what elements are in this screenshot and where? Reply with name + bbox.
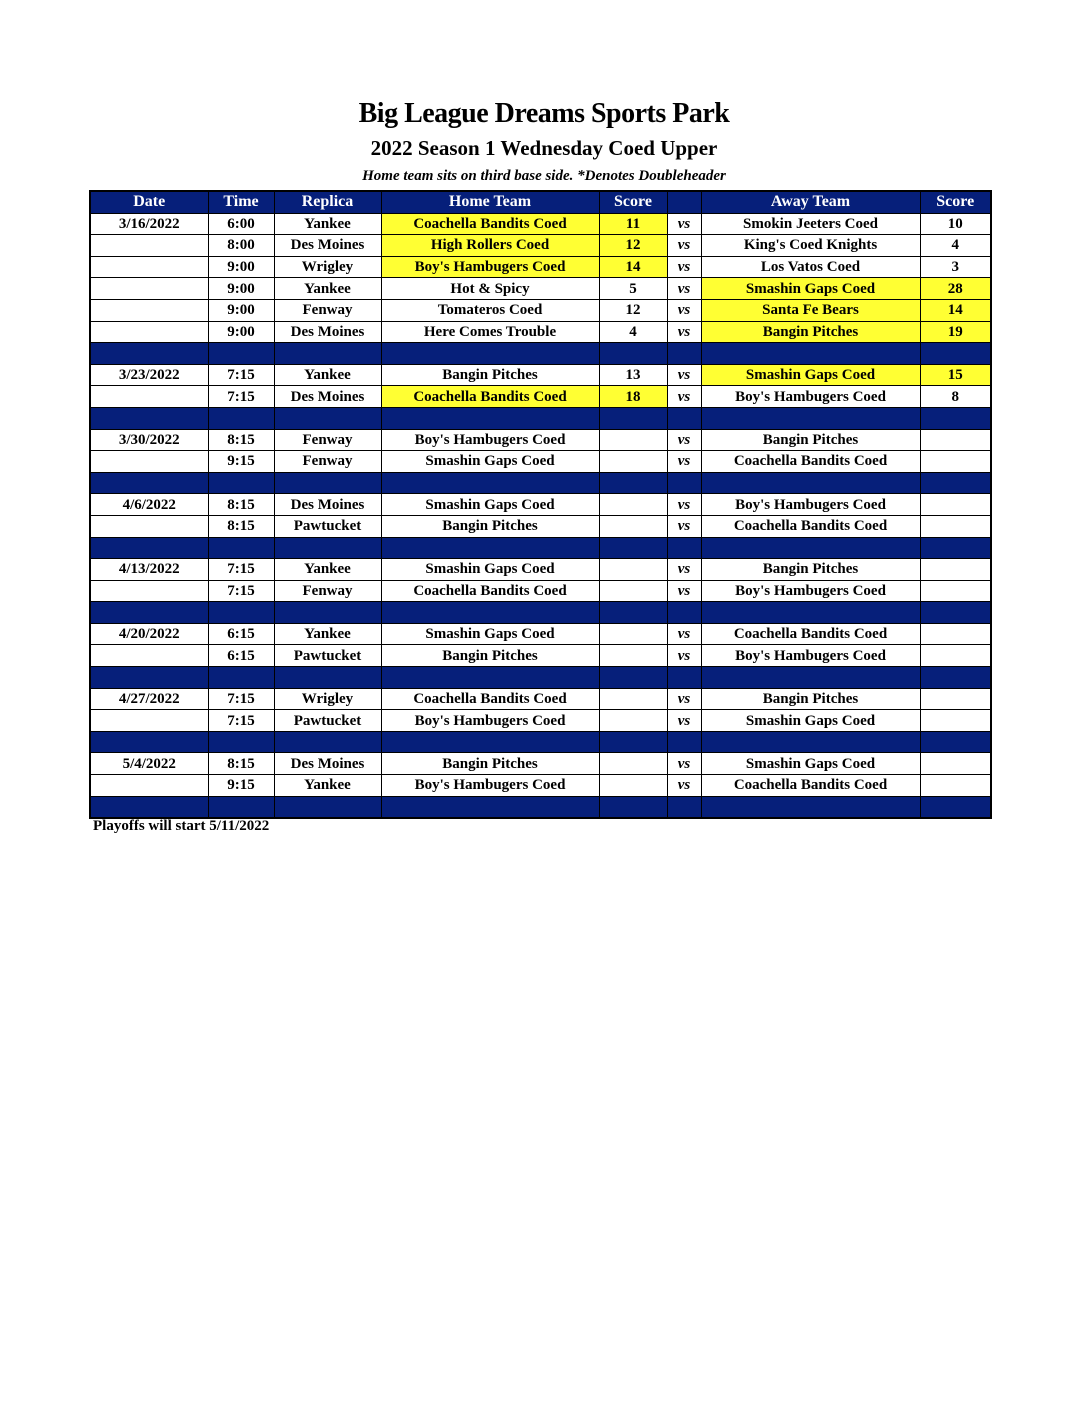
time-cell: 7:15 [208, 559, 274, 581]
away-score-cell: 3 [920, 256, 991, 278]
spacer-cell [701, 602, 920, 624]
home-team-cell: Bangin Pitches [381, 515, 599, 537]
away-team-cell: Bangin Pitches [701, 321, 920, 343]
col-header-home-team: Home Team [381, 191, 599, 213]
schedule-body [90, 213, 991, 818]
vs-cell: vs [667, 710, 701, 732]
table-row [90, 580, 991, 602]
spacer-cell [274, 667, 381, 689]
vs-cell: vs [667, 645, 701, 667]
away-team-cell: Smokin Jeeters Coed [701, 213, 920, 235]
spacer-cell [90, 602, 208, 624]
table-row [90, 321, 991, 343]
spacer-cell [599, 796, 667, 818]
replica-cell: Des Moines [274, 753, 381, 775]
spacer-cell [208, 667, 274, 689]
away-team-cell: Boy's Hambugers Coed [701, 494, 920, 516]
vs-cell: vs [667, 559, 701, 581]
away-score-cell [920, 775, 991, 797]
home-team-cell: Coachella Bandits Coed [381, 580, 599, 602]
col-header-time: Time [208, 191, 274, 213]
spacer-cell [274, 796, 381, 818]
date-cell [90, 386, 208, 408]
date-cell [90, 515, 208, 537]
spacer-cell [701, 343, 920, 365]
date-cell [90, 278, 208, 300]
home-team-cell: Coachella Bandits Coed [381, 213, 599, 235]
away-score-cell: 28 [920, 278, 991, 300]
table-row [90, 213, 991, 235]
home-team-cell: Tomateros Coed [381, 299, 599, 321]
col-header-away-team: Away Team [701, 191, 920, 213]
replica-cell: Yankee [274, 278, 381, 300]
replica-cell: Yankee [274, 559, 381, 581]
away-score-cell [920, 623, 991, 645]
replica-cell: Fenway [274, 299, 381, 321]
time-cell: 7:15 [208, 364, 274, 386]
home-score-cell: 11 [599, 213, 667, 235]
spacer-cell [920, 472, 991, 494]
spacer-row [90, 602, 991, 624]
spacer-cell [274, 343, 381, 365]
spacer-cell [381, 602, 599, 624]
replica-cell: Des Moines [274, 494, 381, 516]
replica-cell: Des Moines [274, 386, 381, 408]
away-score-cell: 8 [920, 386, 991, 408]
spacer-cell [667, 796, 701, 818]
vs-cell: vs [667, 494, 701, 516]
replica-cell: Wrigley [274, 256, 381, 278]
away-team-cell: Santa Fe Bears [701, 299, 920, 321]
time-cell: 8:15 [208, 515, 274, 537]
spacer-cell [208, 343, 274, 365]
time-cell: 6:15 [208, 645, 274, 667]
home-team-cell: Boy's Hambugers Coed [381, 710, 599, 732]
spacer-row [90, 537, 991, 559]
away-team-cell: Smashin Gaps Coed [701, 753, 920, 775]
spacer-cell [90, 472, 208, 494]
spacer-cell [667, 731, 701, 753]
home-score-cell [599, 559, 667, 581]
spacer-cell [920, 407, 991, 429]
spacer-cell [599, 537, 667, 559]
away-team-cell: Smashin Gaps Coed [701, 710, 920, 732]
table-row [90, 688, 991, 710]
time-cell: 7:15 [208, 580, 274, 602]
date-cell [90, 775, 208, 797]
spacer-cell [599, 407, 667, 429]
away-team-cell: King's Coed Knights [701, 235, 920, 257]
replica-cell: Pawtucket [274, 645, 381, 667]
time-cell: 9:15 [208, 451, 274, 473]
time-cell: 7:15 [208, 386, 274, 408]
table-row [90, 256, 991, 278]
page-subtitle: 2022 Season 1 Wednesday Coed Upper [370, 136, 718, 160]
home-team-cell: Smashin Gaps Coed [381, 559, 599, 581]
spacer-cell [920, 537, 991, 559]
away-team-cell: Bangin Pitches [701, 559, 920, 581]
col-header-away-score: Score [920, 191, 991, 213]
schedule-table [89, 190, 992, 819]
replica-cell: Pawtucket [274, 515, 381, 537]
home-team-cell: Coachella Bandits Coed [381, 386, 599, 408]
away-score-cell [920, 645, 991, 667]
table-row [90, 710, 991, 732]
vs-cell: vs [667, 364, 701, 386]
vs-cell: vs [667, 429, 701, 451]
spacer-cell [381, 407, 599, 429]
time-cell: 7:15 [208, 710, 274, 732]
away-team-cell: Coachella Bandits Coed [701, 775, 920, 797]
home-team-cell: Smashin Gaps Coed [381, 494, 599, 516]
table-row [90, 775, 991, 797]
replica-cell: Yankee [274, 364, 381, 386]
spacer-cell [274, 407, 381, 429]
spacer-cell [274, 472, 381, 494]
date-cell [90, 235, 208, 257]
spacer-cell [701, 667, 920, 689]
replica-cell: Yankee [274, 623, 381, 645]
spacer-cell [599, 602, 667, 624]
home-score-cell: 5 [599, 278, 667, 300]
vs-cell: vs [667, 256, 701, 278]
time-cell: 6:00 [208, 213, 274, 235]
spacer-cell [701, 537, 920, 559]
time-cell: 9:00 [208, 321, 274, 343]
table-row [90, 364, 991, 386]
vs-cell: vs [667, 753, 701, 775]
date-cell [90, 299, 208, 321]
spacer-cell [920, 731, 991, 753]
spacer-cell [667, 602, 701, 624]
date-cell [90, 451, 208, 473]
away-score-cell [920, 688, 991, 710]
home-score-cell [599, 515, 667, 537]
replica-cell: Fenway [274, 580, 381, 602]
away-team-cell: Bangin Pitches [701, 429, 920, 451]
spacer-cell [90, 407, 208, 429]
home-team-cell: Bangin Pitches [381, 364, 599, 386]
replica-cell: Fenway [274, 429, 381, 451]
spacer-cell [90, 537, 208, 559]
spacer-cell [208, 407, 274, 429]
away-team-cell: Boy's Hambugers Coed [701, 386, 920, 408]
spacer-cell [208, 537, 274, 559]
home-team-cell: Boy's Hambugers Coed [381, 775, 599, 797]
away-score-cell: 19 [920, 321, 991, 343]
spacer-cell [667, 667, 701, 689]
home-team-cell: Bangin Pitches [381, 645, 599, 667]
date-cell: 4/13/2022 [90, 559, 208, 581]
vs-cell: vs [667, 235, 701, 257]
spacer-cell [208, 796, 274, 818]
spacer-cell [701, 731, 920, 753]
away-score-cell: 15 [920, 364, 991, 386]
date-cell: 4/20/2022 [90, 623, 208, 645]
home-score-cell [599, 645, 667, 667]
spacer-cell [599, 472, 667, 494]
time-cell: 8:15 [208, 753, 274, 775]
date-cell: 3/16/2022 [90, 213, 208, 235]
time-cell: 9:00 [208, 256, 274, 278]
spacer-cell [90, 667, 208, 689]
away-score-cell [920, 753, 991, 775]
replica-cell: Pawtucket [274, 710, 381, 732]
spacer-cell [599, 343, 667, 365]
col-header-replica: Replica [274, 191, 381, 213]
spacer-row [90, 667, 991, 689]
home-score-cell [599, 710, 667, 732]
date-cell [90, 321, 208, 343]
home-score-cell: 12 [599, 299, 667, 321]
vs-cell: vs [667, 278, 701, 300]
time-cell: 8:15 [208, 429, 274, 451]
time-cell: 9:00 [208, 299, 274, 321]
away-score-cell [920, 515, 991, 537]
table-row [90, 515, 991, 537]
table-row [90, 235, 991, 257]
away-team-cell: Boy's Hambugers Coed [701, 580, 920, 602]
date-cell [90, 710, 208, 732]
away-score-cell [920, 710, 991, 732]
vs-cell: vs [667, 321, 701, 343]
replica-cell: Fenway [274, 451, 381, 473]
spacer-cell [90, 731, 208, 753]
home-score-cell: 4 [599, 321, 667, 343]
spacer-cell [381, 472, 599, 494]
away-team-cell: Bangin Pitches [701, 688, 920, 710]
date-cell [90, 645, 208, 667]
spacer-cell [701, 472, 920, 494]
away-score-cell: 10 [920, 213, 991, 235]
table-row [90, 645, 991, 667]
spacer-cell [920, 602, 991, 624]
time-cell: 8:15 [208, 494, 274, 516]
spacer-cell [920, 796, 991, 818]
away-score-cell [920, 559, 991, 581]
home-team-cell: Smashin Gaps Coed [381, 623, 599, 645]
away-team-cell: Los Vatos Coed [701, 256, 920, 278]
away-team-cell: Coachella Bandits Coed [701, 515, 920, 537]
home-score-cell [599, 688, 667, 710]
col-header-vs [667, 191, 701, 213]
spacer-cell [90, 343, 208, 365]
home-score-cell: 14 [599, 256, 667, 278]
spacer-cell [274, 602, 381, 624]
vs-cell: vs [667, 515, 701, 537]
date-cell: 3/23/2022 [90, 364, 208, 386]
home-score-cell [599, 753, 667, 775]
vs-cell: vs [667, 386, 701, 408]
away-score-cell [920, 451, 991, 473]
spacer-cell [90, 796, 208, 818]
away-score-cell: 4 [920, 235, 991, 257]
home-score-cell [599, 623, 667, 645]
vs-cell: vs [667, 299, 701, 321]
table-row [90, 386, 991, 408]
spacer-cell [274, 731, 381, 753]
away-score-cell: 14 [920, 299, 991, 321]
home-score-cell: 12 [599, 235, 667, 257]
time-cell: 9:15 [208, 775, 274, 797]
spacer-cell [599, 731, 667, 753]
time-cell: 8:00 [208, 235, 274, 257]
spacer-cell [667, 537, 701, 559]
vs-cell: vs [667, 213, 701, 235]
replica-cell: Des Moines [274, 235, 381, 257]
vs-cell: vs [667, 451, 701, 473]
home-score-cell [599, 775, 667, 797]
vs-cell: vs [667, 623, 701, 645]
away-score-cell [920, 494, 991, 516]
home-team-cell: Hot & Spicy [381, 278, 599, 300]
spacer-cell [381, 667, 599, 689]
date-cell: 5/4/2022 [90, 753, 208, 775]
home-score-cell [599, 580, 667, 602]
playoffs-note: Playoffs will start 5/11/2022 [93, 818, 270, 834]
home-score-cell: 18 [599, 386, 667, 408]
col-header-date: Date [90, 191, 208, 213]
away-team-cell: Smashin Gaps Coed [701, 278, 920, 300]
table-row [90, 278, 991, 300]
spacer-cell [920, 343, 991, 365]
replica-cell: Yankee [274, 213, 381, 235]
spacer-cell [701, 796, 920, 818]
spacer-cell [667, 343, 701, 365]
vs-cell: vs [667, 580, 701, 602]
time-cell: 9:00 [208, 278, 274, 300]
home-team-cell: Boy's Hambugers Coed [381, 429, 599, 451]
away-score-cell [920, 429, 991, 451]
home-team-cell: High Rollers Coed [381, 235, 599, 257]
date-cell: 4/27/2022 [90, 688, 208, 710]
home-team-cell: Coachella Bandits Coed [381, 688, 599, 710]
table-row [90, 623, 991, 645]
replica-cell: Des Moines [274, 321, 381, 343]
vs-cell: vs [667, 775, 701, 797]
spacer-cell [381, 343, 599, 365]
away-team-cell: Smashin Gaps Coed [701, 364, 920, 386]
home-team-cell: Bangin Pitches [381, 753, 599, 775]
spacer-cell [701, 407, 920, 429]
away-score-cell [920, 580, 991, 602]
spacer-row [90, 796, 991, 818]
date-cell [90, 580, 208, 602]
spacer-row [90, 731, 991, 753]
page-title: Big League Dreams Sports Park [358, 98, 730, 129]
spacer-cell [381, 796, 599, 818]
table-row [90, 451, 991, 473]
spacer-cell [599, 667, 667, 689]
vs-cell: vs [667, 688, 701, 710]
spacer-cell [208, 472, 274, 494]
spacer-cell [208, 602, 274, 624]
table-row [90, 494, 991, 516]
spacer-cell [667, 407, 701, 429]
table-row [90, 559, 991, 581]
spacer-cell [208, 731, 274, 753]
spacer-row [90, 472, 991, 494]
spacer-cell [381, 731, 599, 753]
schedule-note: Home team sits on third base side. *Denotes Doubleheader [362, 168, 726, 184]
home-team-cell: Smashin Gaps Coed [381, 451, 599, 473]
spacer-row [90, 407, 991, 429]
spacer-cell [274, 537, 381, 559]
replica-cell: Wrigley [274, 688, 381, 710]
home-score-cell [599, 494, 667, 516]
home-score-cell [599, 429, 667, 451]
time-cell: 6:15 [208, 623, 274, 645]
spacer-cell [667, 472, 701, 494]
table-row [90, 429, 991, 451]
spacer-row [90, 343, 991, 365]
table-row [90, 299, 991, 321]
table-header-row [90, 191, 991, 213]
spacer-cell [381, 537, 599, 559]
home-team-cell: Here Comes Trouble [381, 321, 599, 343]
spacer-cell [920, 667, 991, 689]
away-team-cell: Coachella Bandits Coed [701, 451, 920, 473]
home-score-cell: 13 [599, 364, 667, 386]
date-cell: 3/30/2022 [90, 429, 208, 451]
replica-cell: Yankee [274, 775, 381, 797]
date-cell [90, 256, 208, 278]
col-header-home-score: Score [599, 191, 667, 213]
home-score-cell [599, 451, 667, 473]
table-row [90, 753, 991, 775]
away-team-cell: Coachella Bandits Coed [701, 623, 920, 645]
away-team-cell: Boy's Hambugers Coed [701, 645, 920, 667]
home-team-cell: Boy's Hambugers Coed [381, 256, 599, 278]
time-cell: 7:15 [208, 688, 274, 710]
date-cell: 4/6/2022 [90, 494, 208, 516]
